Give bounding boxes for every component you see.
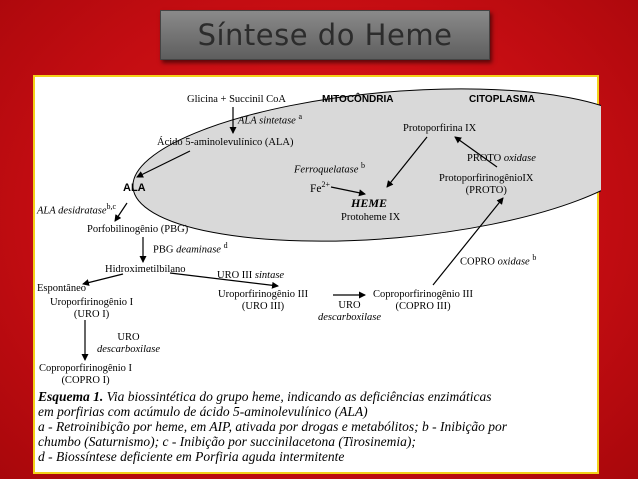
ala-acid-node: Ácido 5-aminolevulínico (ALA) [157,137,294,148]
slide-title-box [160,10,490,60]
copro-oxidase-enzyme: COPRO oxidase $^b$ [460,253,537,268]
scheme-caption [38,389,598,464]
iron-node: $Fe^{2+}$ [310,180,331,195]
uro-decarboxylase-middle-enzyme: URO descarboxilase [318,300,381,324]
protoporphyrin-ix-node: Protoporfirina IX [403,123,477,134]
arrow-ala-to-pbg [115,203,127,221]
note-a: a - Retroinibição por heme, em AIP, ativada por drogas e metabólitos; b - Inibição por [38,419,508,434]
scheme-text: Via biossintética do grupo heme, indicando as deficiências enzimáticas [103,389,492,404]
protoheme-node: Protoheme IX [341,212,401,223]
note-b: chumbo (Saturnismo); c - Inibição por succinilacetona (Tirosinemia); [38,434,416,449]
ala-dehydratase-enzyme: ALA desidratase$^{b,c}$ [37,202,117,217]
hydroxymethylbilane-node: Hidroximetilbilano [105,264,186,275]
mitochondria-label: MITOCÔNDRIA [322,94,394,105]
uro-decarboxylase-left-enzyme: URO descarboxilase [97,332,160,356]
uro3-node: Uroporfirinogênio III (URO III) [218,289,309,313]
spontaneous-label: Espontâneo [37,283,86,294]
ferrochelatase-enzyme: Ferroquelatase $^b$ [294,161,365,176]
glycine-node: Glicina + Succinil CoA [187,94,286,105]
uro1-node: Uroporfirinogênio I (URO I) [50,297,134,321]
proto-oxidase-enzyme: PROTO oxidase [467,153,536,164]
ala-synthase-enzyme: ALA sintetase $^a$ [238,112,303,127]
uro3-synthase-enzyme: URO III sintase [217,270,285,281]
pbg-node: Porfobilinogênio (PBG) [87,224,189,235]
cytoplasm-label: CITOPLASMA [469,94,535,105]
slide-title: Síntese do Heme [197,18,453,52]
diagram-panel [33,75,599,474]
protoporphyrinogen-node: ProtoporfirinogênioIX (PROTO) [439,173,534,197]
pbg-deaminase-enzyme: PBG deaminase $^d$ [153,241,228,256]
scheme-label: Esquema 1. [38,389,104,404]
ala-node: ALA [123,182,146,194]
scheme-text-line2: em porfirias com acúmulo de ácido 5-aminolevulínico (ALA) [38,404,368,419]
note-d: d - Biossíntese deficiente em Porfiria aguda intermitente [38,449,345,464]
copro1-node: Coproporfirinogênio I (COPRO I) [39,363,133,387]
copro3-node: Coproporfirinogênio III (COPRO III) [373,289,474,313]
heme-node: HEME [351,196,388,210]
